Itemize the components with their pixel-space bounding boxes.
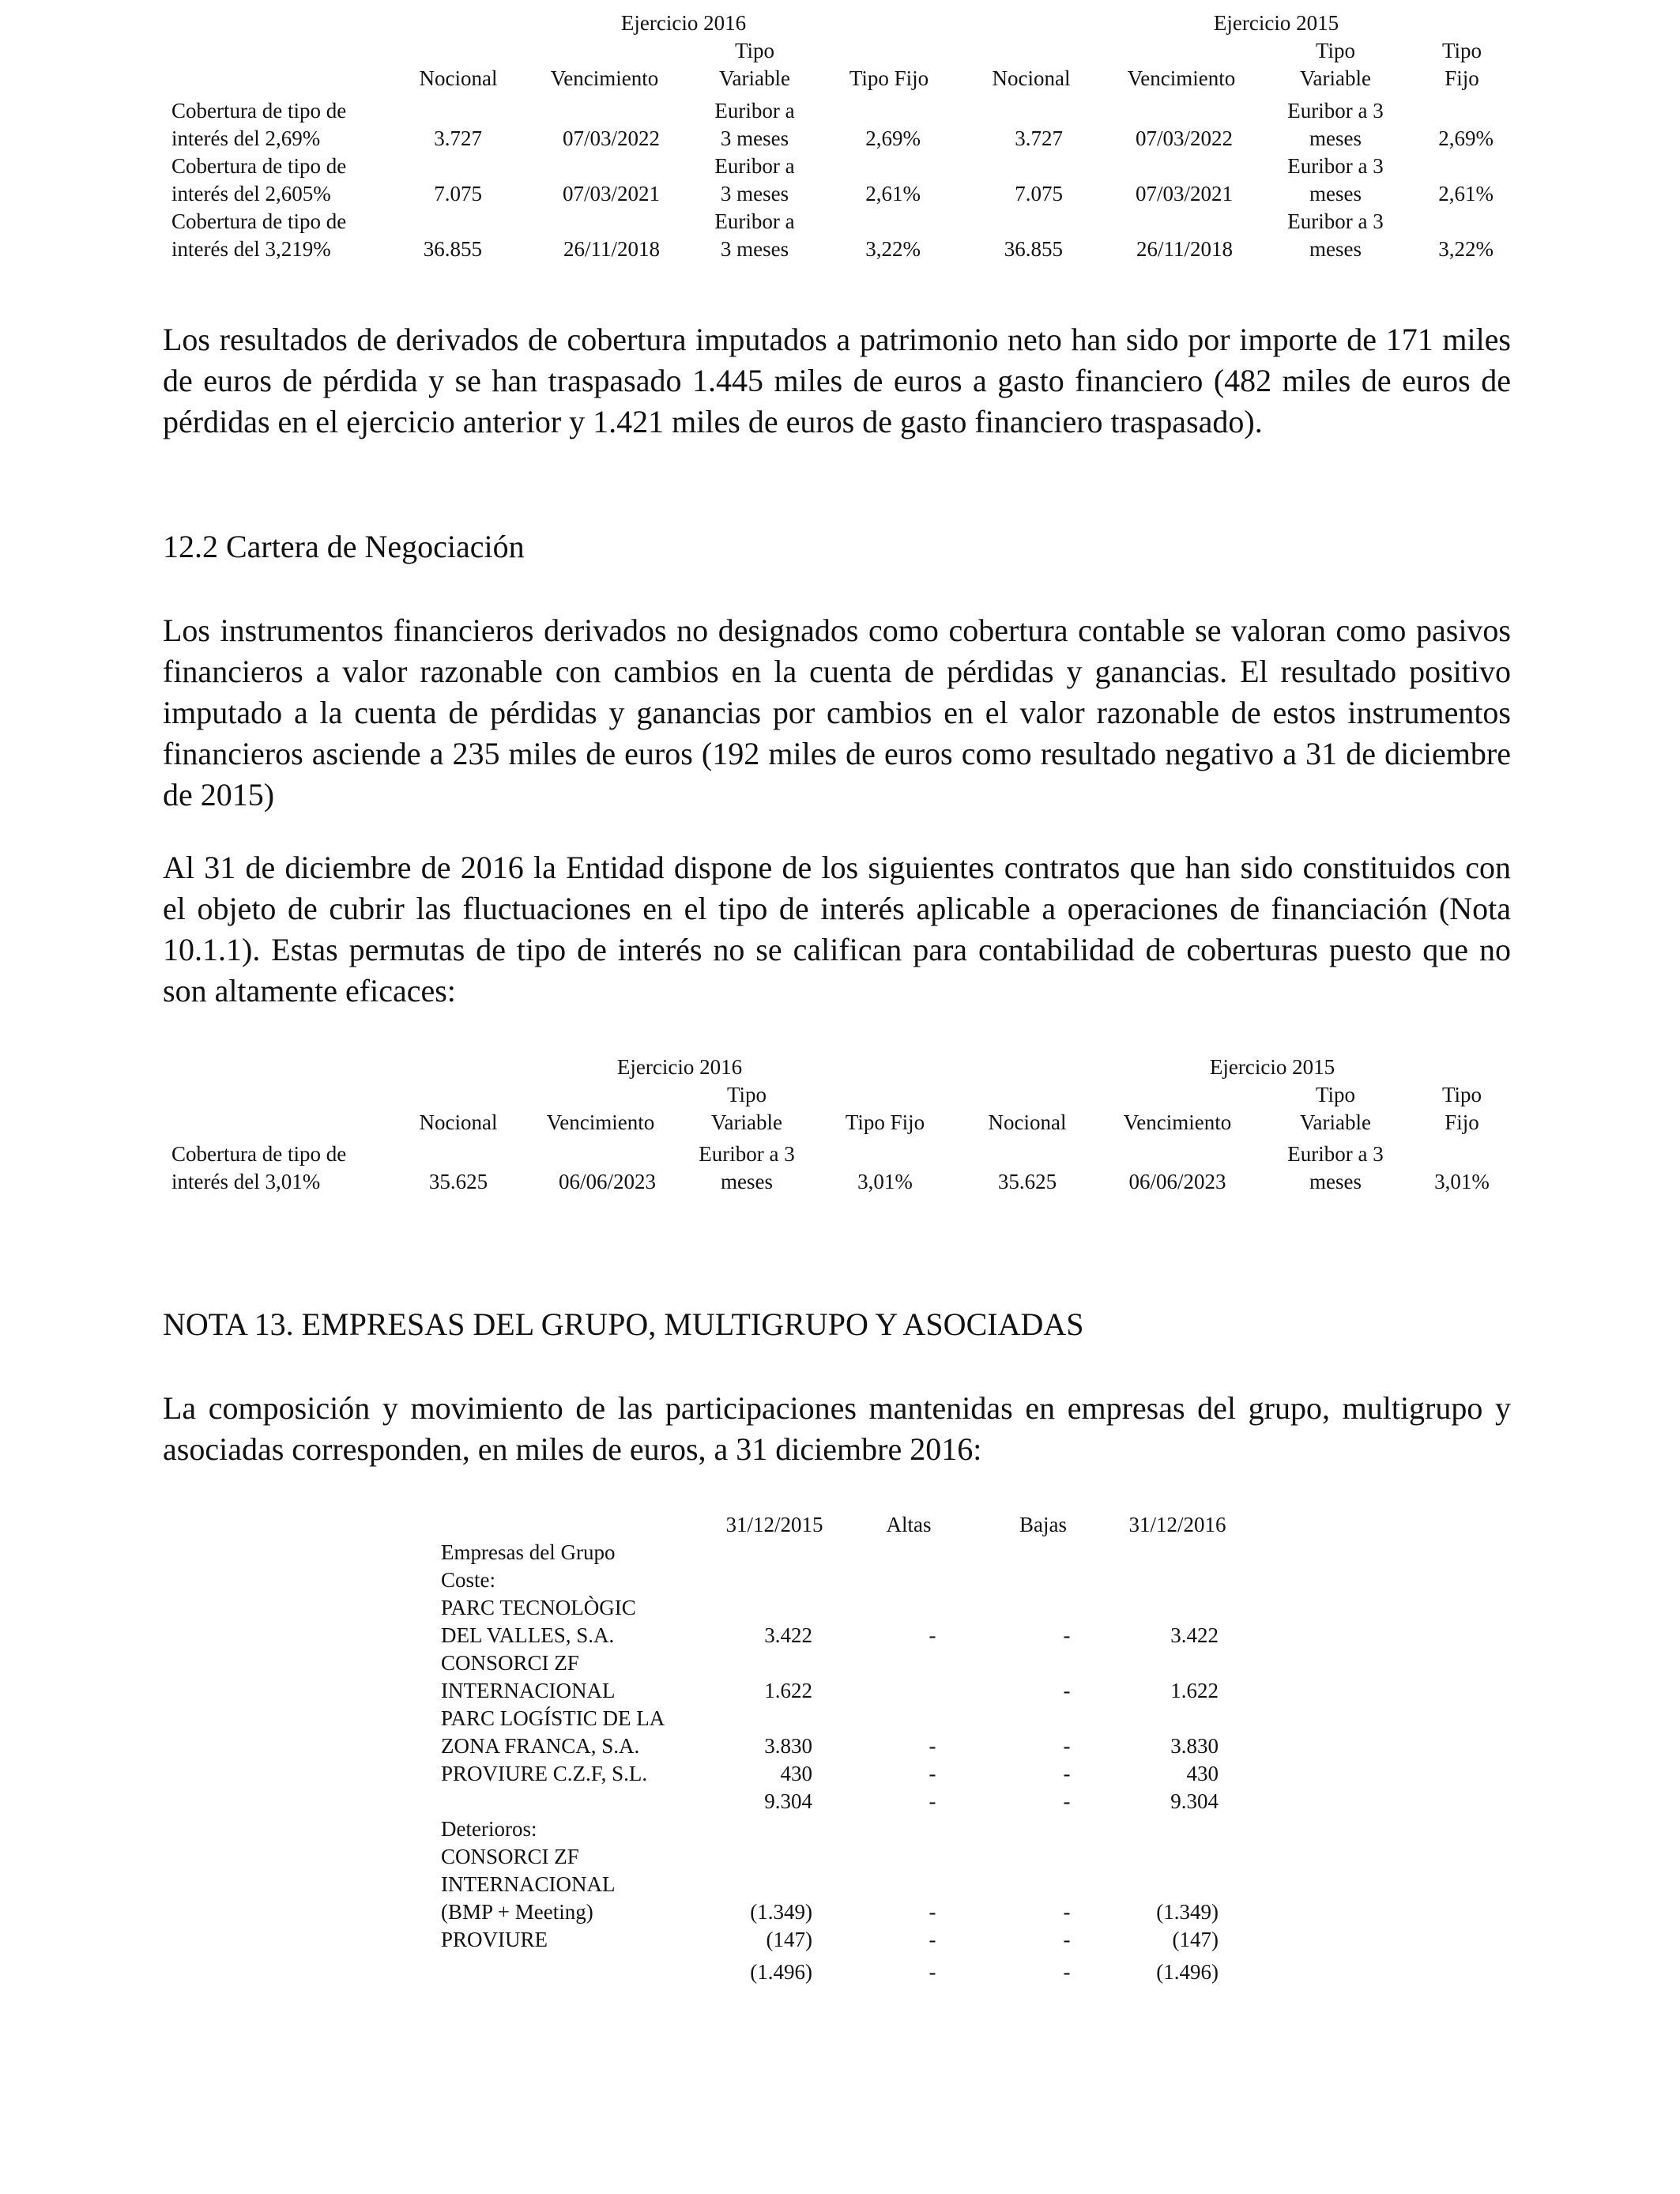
cell: Euribor a 3 bbox=[699, 1142, 795, 1166]
cell: (147) bbox=[766, 1928, 812, 1951]
cell: - bbox=[1063, 1679, 1071, 1702]
cell: meses bbox=[721, 1170, 773, 1193]
col-header: Nocional bbox=[419, 1110, 498, 1134]
row-label: Cobertura de tipo de bbox=[171, 1142, 347, 1166]
cell: 3 meses bbox=[720, 126, 789, 150]
row-label: PROVIURE bbox=[441, 1928, 548, 1951]
row-label: Empresas del Grupo bbox=[441, 1540, 616, 1564]
cell: Euribor a bbox=[714, 99, 795, 123]
cell: - bbox=[1063, 1623, 1071, 1647]
col-header: Altas bbox=[886, 1513, 932, 1536]
group-header-2015: Ejercicio 2015 bbox=[1213, 11, 1339, 35]
row-label: PARC LOGÍSTIC DE LA bbox=[441, 1706, 665, 1730]
cell: (147) bbox=[1172, 1928, 1219, 1951]
cell: 3.422 bbox=[1170, 1623, 1219, 1647]
col-header: 31/12/2016 bbox=[1128, 1513, 1226, 1536]
row-label: Cobertura de tipo de bbox=[171, 154, 347, 178]
cell: Euribor a 3 bbox=[1287, 209, 1384, 233]
cell: Euribor a 3 bbox=[1287, 154, 1384, 178]
row-label: PARC TECNOLÒGIC bbox=[441, 1596, 636, 1619]
col-header: Nocional bbox=[988, 1110, 1067, 1134]
cell: 1.622 bbox=[764, 1679, 812, 1702]
col-header: Nocional bbox=[992, 66, 1071, 90]
col-header: Nocional bbox=[419, 66, 498, 90]
row-label: interés del 3,219% bbox=[171, 237, 331, 261]
paragraph-hedge-results: Los resultados de derivados de cobertura imputados a patrimonio neto han sido por importe de 171 miles de euros de pérdida y se han traspasado 1.445 miles de euros a gasto financiero (482 miles de euros de pérdidas en el ejercicio anterior y 1.421 miles de euros de gasto financiero traspasado). bbox=[163, 322, 1511, 439]
row-label: Cobertura de tipo de bbox=[171, 99, 347, 123]
cell: - bbox=[929, 1960, 936, 1984]
group-header-2016: Ejercicio 2016 bbox=[616, 1055, 743, 1079]
cell: meses bbox=[1309, 182, 1362, 205]
cell: (1.349) bbox=[1156, 1900, 1219, 1924]
col-header: Variable bbox=[1300, 1110, 1371, 1134]
cell: 3 meses bbox=[720, 237, 789, 261]
cell: (1.349) bbox=[750, 1900, 812, 1924]
cell: 3.727 bbox=[1015, 126, 1063, 150]
col-header: Tipo Fijo bbox=[849, 66, 929, 90]
cell: - bbox=[929, 1900, 936, 1924]
cell: - bbox=[1063, 1762, 1071, 1785]
cell: (1.496) bbox=[750, 1960, 812, 1984]
col-header: Tipo Fijo bbox=[845, 1110, 925, 1134]
cell: - bbox=[1063, 1789, 1071, 1813]
cell: 06/06/2023 bbox=[558, 1170, 656, 1193]
col-header: Bajas bbox=[1019, 1513, 1067, 1536]
row-label: Deterioros: bbox=[441, 1817, 537, 1841]
col-header-top: Tipo bbox=[726, 1083, 767, 1106]
cell: 2,69% bbox=[865, 126, 921, 150]
cell: 2,61% bbox=[865, 182, 921, 205]
col-header-top: Tipo bbox=[1315, 1083, 1356, 1106]
cell: 430 bbox=[1186, 1762, 1219, 1785]
col-header: Vencimiento bbox=[1123, 1110, 1232, 1134]
row-label: interés del 2,69% bbox=[171, 126, 321, 150]
cell: 06/06/2023 bbox=[1128, 1170, 1226, 1193]
col-header: Vencimiento bbox=[546, 1110, 655, 1134]
cell: 7.075 bbox=[434, 182, 482, 205]
cell: 3,01% bbox=[1434, 1170, 1490, 1193]
cell: (1.496) bbox=[1156, 1960, 1219, 1984]
section-heading-nota-13: NOTA 13. EMPRESAS DEL GRUPO, MULTIGRUPO Y ASOCIADAS bbox=[163, 1306, 1084, 1342]
cell: 07/03/2022 bbox=[1135, 126, 1233, 150]
group-header-2015: Ejercicio 2015 bbox=[1209, 1055, 1335, 1079]
cell: 35.625 bbox=[997, 1170, 1057, 1193]
row-label: ZONA FRANCA, S.A. bbox=[441, 1734, 640, 1758]
cell: 35.625 bbox=[428, 1170, 488, 1193]
cell: 7.075 bbox=[1015, 182, 1063, 205]
row-label: Coste: bbox=[441, 1568, 496, 1592]
cell: 9.304 bbox=[764, 1789, 812, 1813]
cell: - bbox=[929, 1928, 936, 1951]
col-header: Variable bbox=[719, 66, 790, 90]
col-header: Vencimiento bbox=[550, 66, 659, 90]
row-label: interés del 3,01% bbox=[171, 1170, 321, 1193]
section-heading-12-2: 12.2 Cartera de Negociación bbox=[163, 529, 525, 564]
cell: 07/03/2021 bbox=[1135, 182, 1233, 205]
cell: 430 bbox=[780, 1762, 812, 1785]
col-header-top: Tipo bbox=[1315, 39, 1356, 62]
row-label: Cobertura de tipo de bbox=[171, 209, 347, 233]
cell: - bbox=[929, 1789, 936, 1813]
row-label: CONSORCI ZF bbox=[441, 1845, 579, 1868]
cell: - bbox=[1063, 1900, 1071, 1924]
cell: - bbox=[929, 1623, 936, 1647]
cell: 36.855 bbox=[423, 237, 482, 261]
col-header: Variable bbox=[1300, 66, 1371, 90]
cell: meses bbox=[1309, 237, 1362, 261]
row-label: PROVIURE C.Z.F, S.L. bbox=[441, 1762, 648, 1785]
cell: 07/03/2022 bbox=[562, 126, 660, 150]
cell: meses bbox=[1309, 1170, 1362, 1193]
cell: meses bbox=[1309, 126, 1362, 150]
cell: 26/11/2018 bbox=[1136, 237, 1233, 261]
row-label: INTERNACIONAL bbox=[441, 1679, 616, 1702]
col-header-top: Tipo bbox=[1441, 39, 1482, 62]
col-header: Fijo bbox=[1445, 1110, 1479, 1134]
cell: - bbox=[929, 1762, 936, 1785]
cell: 3.727 bbox=[434, 126, 482, 150]
row-label: DEL VALLES, S.A. bbox=[441, 1623, 615, 1647]
row-label: (BMP + Meeting) bbox=[441, 1900, 593, 1924]
cell: 9.304 bbox=[1170, 1789, 1219, 1813]
row-label: CONSORCI ZF bbox=[441, 1651, 579, 1675]
cell: 3.422 bbox=[764, 1623, 812, 1647]
row-label: interés del 2,605% bbox=[171, 182, 331, 205]
cell: 3,01% bbox=[857, 1170, 913, 1193]
cell: 1.622 bbox=[1170, 1679, 1219, 1702]
group-header-2016: Ejercicio 2016 bbox=[620, 11, 747, 35]
row-label: INTERNACIONAL bbox=[441, 1872, 616, 1896]
cell: - bbox=[929, 1734, 936, 1758]
cell: 3 meses bbox=[720, 182, 789, 205]
cell: Euribor a bbox=[714, 209, 795, 233]
col-header: 31/12/2015 bbox=[725, 1513, 823, 1536]
cell: 2,61% bbox=[1438, 182, 1494, 205]
col-header: Variable bbox=[711, 1110, 782, 1134]
paragraph-trading-portfolio: Los instrumentos financieros derivados no designados como cobertura contable se valoran como pasivos financieros a valor razonable con cambios en la cuenta de pérdidas y ganancias. El resultado positivo imputado a la cuenta de pérdidas y ganancias por cambios en el valor razonable de estos instrumentos financieros asciende a 235 miles de euros (192 miles de euros como resultado negativo a 31 de diciembre de 2015) bbox=[163, 613, 1511, 812]
paragraph-composition: La composición y movimiento de las participaciones mantenidas en empresas del grupo, multigrupo y asociadas corresponden, en miles de euros, a 31 diciembre 2016: bbox=[163, 1390, 1511, 1467]
cell: Euribor a 3 bbox=[1287, 1142, 1384, 1166]
cell: 3.830 bbox=[1170, 1734, 1219, 1758]
cell: - bbox=[1063, 1960, 1071, 1984]
paragraph-contracts: Al 31 de diciembre de 2016 la Entidad dispone de los siguientes contratos que han sido constituidos con el objeto de cubrir las fluctuaciones en el tipo de interés aplicable a operaciones de financiación (Nota 10.1.1). Estas permutas de tipo de interés no se califican para contabilidad de coberturas puesto que no son altamente eficaces: bbox=[163, 850, 1511, 1008]
col-header-top: Tipo bbox=[734, 39, 775, 62]
cell: 26/11/2018 bbox=[563, 237, 660, 261]
cell: 3,22% bbox=[865, 237, 921, 261]
cell: - bbox=[1063, 1734, 1071, 1758]
cell: 3.830 bbox=[764, 1734, 812, 1758]
cell: 2,69% bbox=[1438, 126, 1494, 150]
cell: Euribor a bbox=[714, 154, 795, 178]
col-header: Fijo bbox=[1445, 66, 1479, 90]
cell: 07/03/2021 bbox=[562, 182, 660, 205]
col-header-top: Tipo bbox=[1441, 1083, 1482, 1106]
cell: 3,22% bbox=[1438, 237, 1494, 261]
cell: - bbox=[1063, 1928, 1071, 1951]
cell: Euribor a 3 bbox=[1287, 99, 1384, 123]
col-header: Vencimiento bbox=[1127, 66, 1236, 90]
cell: 36.855 bbox=[1004, 237, 1063, 261]
